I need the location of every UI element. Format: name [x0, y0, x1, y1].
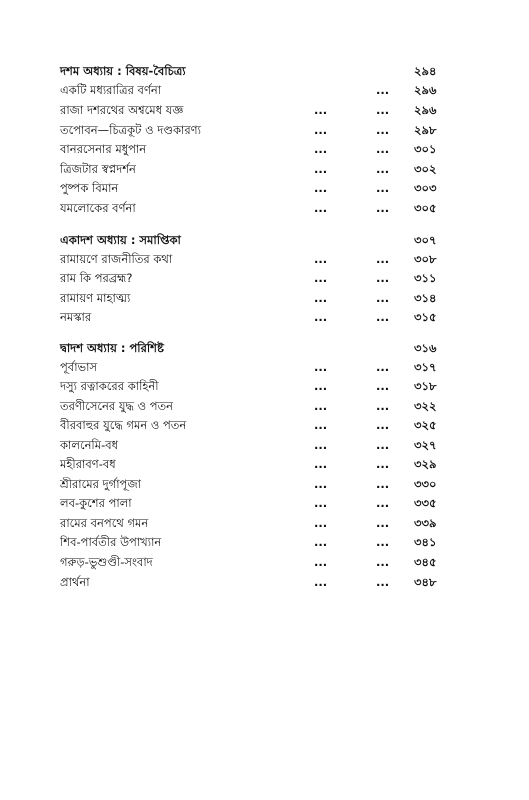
toc-entry: [0, 179, 529, 198]
toc-entry-title: লব-কুশের পালা: [60, 496, 132, 510]
toc-entry-page: ৩৪৫: [414, 555, 437, 569]
toc-entry-page: ৩৩৯: [414, 516, 437, 530]
toc-entry-leader: ...: [314, 201, 328, 215]
toc-entry-leader: ...: [314, 457, 328, 471]
toc-entry-title: একটি মধ্যরাত্রির বর্ণনা: [60, 83, 162, 97]
toc-entry: [0, 455, 529, 474]
toc-entry-page: ৩৩৫: [414, 496, 437, 510]
toc-entry: [0, 397, 529, 416]
toc-entry-leader: ...: [376, 142, 390, 156]
toc-entry-title: বানরসেনার মধুপান: [60, 142, 147, 156]
toc-entry-page: ২৯৬: [414, 103, 437, 117]
toc-entry: [0, 308, 529, 327]
toc-entry-title: রামের বনপথে গমন: [60, 516, 149, 530]
toc-entry-leader: ...: [314, 271, 328, 285]
toc-entry: [0, 160, 529, 179]
toc-entry-leader: ...: [314, 291, 328, 305]
toc-entry-page: ৩২২: [414, 399, 437, 413]
toc-entry: [0, 250, 529, 269]
toc-entry-leader: ...: [376, 271, 390, 285]
toc-entry-title: শিব-পার্বতীর উপাখ্যান: [60, 535, 162, 549]
toc-entry-leader: ...: [376, 418, 390, 432]
toc-entry: [0, 289, 529, 308]
toc-entry-leader: ...: [376, 516, 390, 530]
toc-entry-title: নমস্কার: [60, 310, 92, 324]
toc-entry-leader: ...: [376, 291, 390, 305]
toc-entry: [0, 436, 529, 455]
toc-entry-leader: ...: [314, 555, 328, 569]
toc-entry-page: ৩২৫: [414, 418, 437, 432]
toc-entry-page: ৩০১: [414, 142, 437, 156]
toc-entry: [0, 140, 529, 159]
toc-entry-page: ৩০৮: [414, 252, 437, 266]
toc-entry: [0, 553, 529, 572]
toc-entry: [0, 475, 529, 494]
toc-entry-page: ২৯৬: [414, 83, 437, 97]
section-heading: [0, 231, 529, 250]
toc-entry-leader: ...: [376, 477, 390, 491]
toc-entry: [0, 514, 529, 533]
toc-entry-title: তরণীসেনের যুদ্ধ ও পতন: [60, 399, 174, 413]
toc-entry: [0, 377, 529, 396]
section-heading-page: ২৯৪: [414, 64, 437, 78]
toc-entry-leader: ...: [314, 399, 328, 413]
toc-entry-leader: ...: [376, 123, 390, 137]
toc-entry-title: রাম কি পরব্রহ্ম?: [60, 271, 133, 285]
toc-entry-title: পুষ্পক বিমান: [60, 181, 119, 195]
toc-entry: [0, 494, 529, 513]
toc-entry-page: ৩৪৮: [414, 575, 437, 589]
toc-entry: [0, 101, 529, 120]
toc-entry-leader: ...: [376, 162, 390, 176]
toc-entry-page: ৩৪১: [414, 535, 437, 549]
toc-entry-title: রামায়ণ মাহাত্ম্য: [60, 291, 131, 305]
toc-entry-leader: ...: [376, 252, 390, 266]
toc-entry-title: বীরবাহুর যুদ্ধে গমন ও পতন: [60, 418, 187, 432]
toc-entry-page: ৩৩০: [414, 477, 437, 491]
toc-entry-leader: ...: [376, 535, 390, 549]
toc-entry-title: রাজা দশরথের অশ্বমেধ যজ্ঞ: [60, 103, 184, 117]
toc-entry-leader: ...: [376, 201, 390, 215]
toc-entry-page: ৩২৯: [414, 457, 437, 471]
toc-entry-leader: ...: [314, 438, 328, 452]
section-heading: [0, 339, 529, 358]
toc-entry-title: মহীরাবণ-বধ: [60, 457, 116, 471]
section-heading-title: দশম অধ্যায় : বিষয়-বৈচিত্র্য: [60, 64, 186, 78]
toc-entry-title: গরুড়-ভুশুণ্ডী-সংবাদ: [60, 555, 153, 569]
toc-entry-title: প্রার্থনা: [60, 575, 90, 589]
toc-entry-title: রামায়ণে রাজনীতির কথা: [60, 252, 173, 266]
toc-entry-leader: ...: [376, 360, 390, 374]
toc-entry-leader: ...: [376, 399, 390, 413]
toc-entry: [0, 416, 529, 435]
toc-entry-leader: ...: [376, 181, 390, 195]
toc-entry-leader: ...: [314, 575, 328, 589]
toc-entry-leader: ...: [314, 496, 328, 510]
toc-entry-page: ২৯৮: [414, 123, 437, 137]
toc-entry-page: ৩২৭: [414, 438, 437, 452]
section-heading-title: দ্বাদশ অধ্যায় : পরিশিষ্ট: [60, 341, 164, 355]
toc-entry: [0, 121, 529, 140]
toc-entry-leader: ...: [314, 379, 328, 393]
toc-entry-leader: ...: [314, 418, 328, 432]
toc-entry-page: ৩০২: [414, 162, 437, 176]
toc-entry: [0, 358, 529, 377]
toc-entry-page: ৩১১: [414, 271, 437, 285]
toc-entry-page: ৩০৩: [414, 181, 437, 195]
section-heading: [0, 62, 529, 81]
toc-entry-leader: ...: [376, 575, 390, 589]
section-heading-title: একাদশ অধ্যায় : সমাপ্তিকা: [60, 233, 181, 247]
section-heading-page: ৩০৭: [414, 233, 437, 247]
toc-entry-page: ৩১৫: [414, 310, 437, 324]
toc-entry-title: তপোবন—চিত্রকূট ও দণ্ডকারণ্য: [60, 123, 201, 137]
toc-entry-page: ৩১৮: [414, 379, 437, 393]
toc-entry-leader: ...: [314, 162, 328, 176]
toc-entry-leader: ...: [376, 379, 390, 393]
toc-entry-title: ত্রিজটার স্বপ্নদর্শন: [60, 162, 136, 176]
toc-entry-leader: ...: [376, 103, 390, 117]
toc-entry-title: যমলোকের বর্ণনা: [60, 201, 136, 215]
toc-entry-leader: ...: [314, 310, 328, 324]
toc-entry-leader: ...: [314, 477, 328, 491]
toc-entry-leader: ...: [314, 181, 328, 195]
toc-entry: [0, 573, 529, 592]
toc-entry-leader: ...: [314, 535, 328, 549]
toc-entry-leader: ...: [376, 438, 390, 452]
toc-entry-leader: ...: [314, 103, 328, 117]
toc-entry-title: পূর্বাভাস: [60, 360, 98, 374]
toc-entry-leader: ...: [376, 496, 390, 510]
toc-entry: [0, 533, 529, 552]
toc-entry-page: ৩১৪: [414, 291, 437, 305]
toc-entry: [0, 81, 529, 100]
toc-entry: [0, 269, 529, 288]
toc-entry-page: ৩০৫: [414, 201, 437, 215]
toc-entry-title: শ্রীরামের দুর্গাপূজা: [60, 477, 141, 491]
toc-entry-leader: ...: [376, 457, 390, 471]
toc-entry-title: কালনেমি-বধ: [60, 438, 119, 452]
toc-entry-leader: ...: [314, 123, 328, 137]
toc-entry: [0, 199, 529, 218]
toc-entry-leader: ...: [376, 310, 390, 324]
toc-entry-leader: ...: [314, 252, 328, 266]
toc-entry-leader: ...: [376, 83, 390, 97]
toc-entry-title: দস্যু রত্নাকরের কাহিনী: [60, 379, 159, 393]
toc-entry-leader: ...: [314, 142, 328, 156]
toc-entry-leader: ...: [314, 516, 328, 530]
section-heading-page: ৩১৬: [414, 341, 437, 355]
toc-entry-leader: ...: [314, 360, 328, 374]
toc-entry-leader: ...: [376, 555, 390, 569]
toc-entry-page: ৩১৭: [414, 360, 437, 374]
